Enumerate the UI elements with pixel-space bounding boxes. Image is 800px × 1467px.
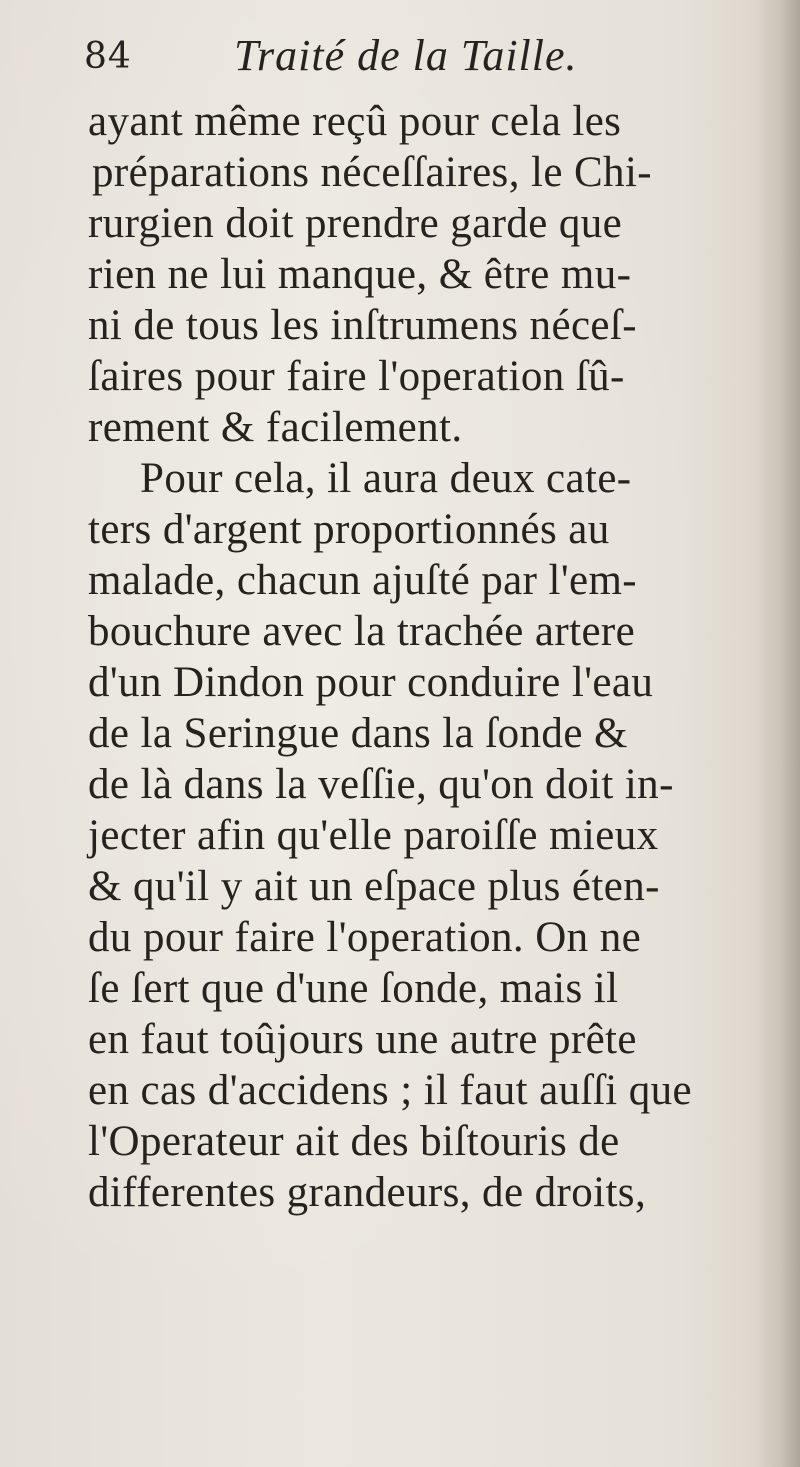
body-text — [88, 96, 768, 1218]
text-line: jecter afin qu'elle paroiſſe mieux — [88, 812, 659, 859]
text-line: du pour faire l'operation. On ne — [88, 914, 642, 961]
running-title: Traité de la Taille. — [234, 31, 578, 80]
text-line: de la Seringue dans la ſonde & — [88, 710, 628, 757]
text-line: rien ne lui manque, & être mu- — [88, 251, 632, 298]
text-line: en cas d'accidens ; il faut auſſi que — [88, 1067, 693, 1114]
text-line: de là dans la veſſie, qu'on doit in- — [88, 761, 674, 808]
text-line: d'un Dindon pour conduire l'eau — [88, 659, 654, 706]
text-line: ſaires pour faire l'operation ſû- — [88, 353, 625, 400]
text-line: malade, chacun ajuſté par l'em- — [88, 557, 638, 604]
text-line: ayant même reçû pour cela les — [88, 98, 622, 145]
page-header — [84, 28, 744, 88]
text-line: differentes grandeurs, de droits, — [88, 1169, 647, 1216]
text-line: préparations néceſſaires, le Chi- — [92, 149, 653, 196]
text-line: rement & facilement. — [88, 404, 463, 451]
text-line: bouchure avec la trachée artere — [88, 608, 636, 655]
text-line: & qu'il y ait un eſpace plus éten- — [88, 863, 660, 910]
text-line: ſe ſert que d'une ſonde, mais il — [88, 965, 619, 1012]
text-line: en faut toûjours une autre prête — [88, 1016, 637, 1063]
text-line: ters d'argent proportionnés au — [88, 506, 610, 553]
text-line: rurgien doit prendre garde que — [88, 200, 623, 247]
page-number: 84 — [84, 36, 132, 77]
text-line: ni de tous les inſtrumens néceſ- — [88, 302, 637, 349]
paragraph-first-line: Pour cela, il aura deux cate- — [140, 455, 632, 502]
text-line: l'Operateur ait des biſtouris de — [88, 1118, 620, 1165]
